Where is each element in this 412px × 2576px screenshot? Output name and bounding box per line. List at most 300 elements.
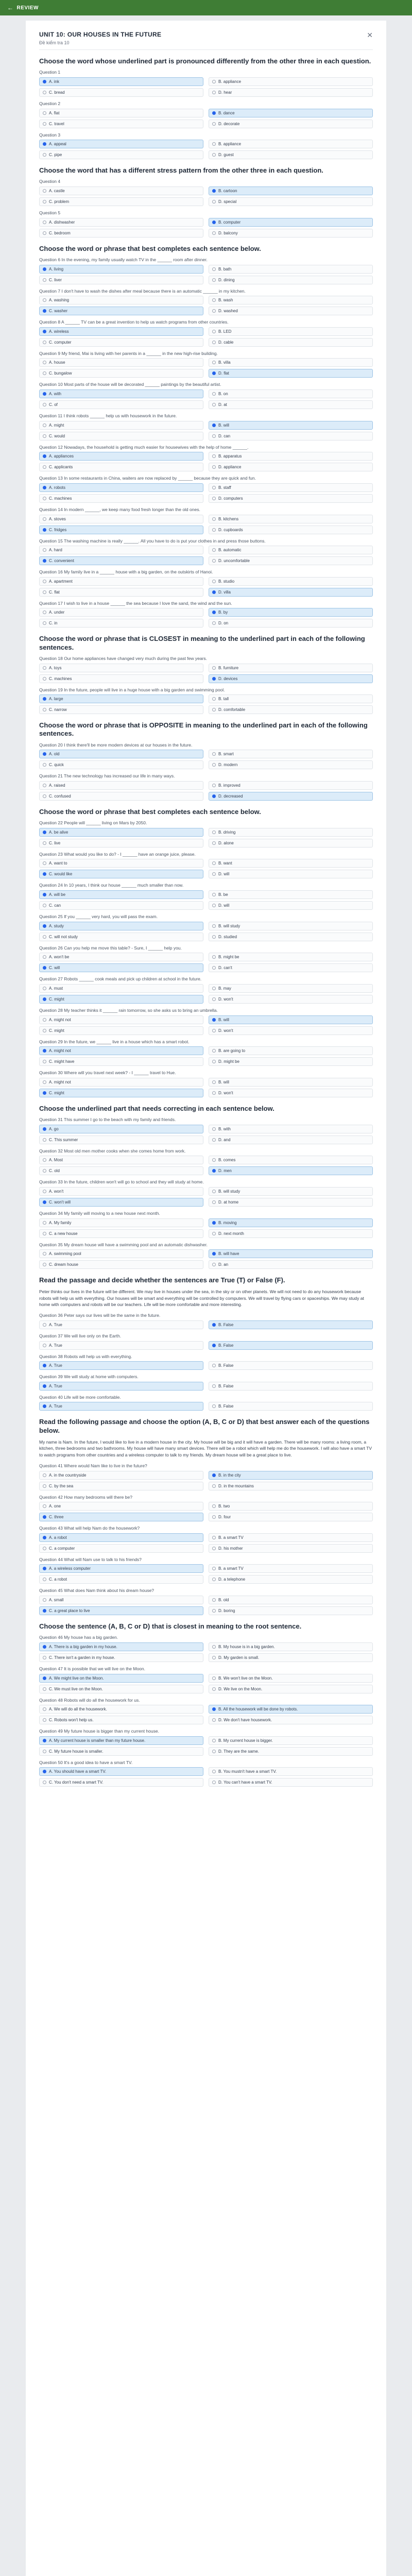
answer-option[interactable] <box>209 750 373 758</box>
options-grid <box>39 1218 373 1238</box>
answer-option[interactable] <box>39 296 203 304</box>
answer-option[interactable] <box>209 1685 373 1693</box>
answer-option[interactable] <box>209 933 373 941</box>
answer-option[interactable] <box>39 619 203 628</box>
answer-option[interactable] <box>209 1078 373 1087</box>
answer-option[interactable] <box>39 1125 203 1133</box>
answer-option[interactable] <box>209 1767 373 1776</box>
answer-option[interactable] <box>39 1198 203 1207</box>
answer-option[interactable] <box>209 1575 373 1584</box>
answer-option-label: C. You don't need a smart TV. <box>49 1780 104 1785</box>
question-block <box>39 1495 373 1522</box>
answer-option-label: A. apartment <box>49 579 73 584</box>
answer-option[interactable] <box>39 1482 203 1490</box>
question-block <box>39 742 373 770</box>
answer-option[interactable] <box>39 828 203 837</box>
answer-option[interactable] <box>39 1502 203 1511</box>
answer-option[interactable] <box>209 1361 373 1370</box>
answer-option[interactable] <box>209 526 373 534</box>
answer-option[interactable] <box>209 1249 373 1258</box>
answer-option[interactable] <box>209 781 373 790</box>
answer-option[interactable] <box>39 389 203 398</box>
answer-option[interactable] <box>209 463 373 471</box>
answer-option[interactable] <box>39 1229 203 1238</box>
radio-icon <box>212 590 216 594</box>
answer-option[interactable] <box>209 515 373 523</box>
answer-option[interactable] <box>39 546 203 554</box>
close-icon[interactable]: ✕ <box>367 31 373 39</box>
answer-option[interactable] <box>39 705 203 714</box>
answer-option[interactable] <box>39 1402 203 1411</box>
answer-option[interactable] <box>209 369 373 378</box>
answer-option[interactable] <box>39 901 203 910</box>
options-grid <box>39 1249 373 1269</box>
answer-option[interactable] <box>39 1716 203 1724</box>
answer-option[interactable] <box>209 1026 373 1035</box>
answer-option[interactable] <box>209 556 373 565</box>
answer-option[interactable] <box>39 77 203 86</box>
answer-option-label: D. next month <box>218 1231 244 1236</box>
answer-option[interactable] <box>39 556 203 565</box>
radio-icon <box>212 403 216 406</box>
answer-option-label: A. True <box>49 1363 62 1368</box>
answer-option[interactable] <box>209 1057 373 1066</box>
answer-option[interactable] <box>39 197 203 206</box>
answer-option[interactable] <box>209 1736 373 1745</box>
answer-option-label: D. guest <box>218 152 234 158</box>
answer-option[interactable] <box>209 1218 373 1227</box>
answer-option[interactable] <box>209 1166 373 1175</box>
answer-option[interactable] <box>39 953 203 961</box>
answer-option[interactable] <box>209 432 373 440</box>
answer-option[interactable] <box>209 1716 373 1724</box>
answer-option[interactable] <box>39 792 203 801</box>
answer-option[interactable] <box>209 828 373 837</box>
answer-option-label: A. We might live on the Moon. <box>49 1675 104 1681</box>
options-grid <box>39 77 373 97</box>
answer-option[interactable] <box>39 608 203 617</box>
options-grid <box>39 358 373 378</box>
question-text: Question 1 <box>39 70 61 75</box>
answer-option-label: D. his mother <box>218 1546 243 1551</box>
answer-option[interactable] <box>39 265 203 274</box>
options-grid <box>39 922 373 941</box>
answer-option[interactable] <box>39 1653 203 1662</box>
answer-option[interactable] <box>209 1482 373 1490</box>
question-block <box>39 1179 373 1207</box>
answer-option[interactable] <box>209 327 373 336</box>
question-text: Question 35 My dream house will have a swimming pool and an automatic dishwasher. <box>39 1242 208 1247</box>
section-title: Choose the word or phrase that best completes each sentence below. <box>39 244 261 252</box>
answer-option[interactable] <box>209 1229 373 1238</box>
radio-icon <box>212 904 216 907</box>
options-grid <box>39 187 373 206</box>
answer-option[interactable] <box>39 229 203 238</box>
answer-option[interactable] <box>209 1564 373 1573</box>
answer-option[interactable] <box>39 781 203 790</box>
answer-option[interactable] <box>209 1606 373 1615</box>
answer-option[interactable] <box>209 984 373 993</box>
answer-option[interactable] <box>209 588 373 597</box>
answer-option-label: A. There is a big garden in my house. <box>49 1644 117 1649</box>
radio-icon <box>212 1656 216 1659</box>
answer-option[interactable] <box>209 1674 373 1683</box>
answer-option[interactable] <box>209 1513 373 1521</box>
answer-option[interactable] <box>209 276 373 284</box>
question-text: Question 50 It's a good idea to have a smart TV. <box>39 1759 133 1765</box>
answer-option[interactable] <box>39 1026 203 1035</box>
answer-option[interactable] <box>39 1471 203 1480</box>
answer-option[interactable] <box>209 760 373 769</box>
radio-icon <box>212 708 216 711</box>
radio-icon <box>212 486 216 489</box>
answer-option[interactable] <box>209 88 373 97</box>
answer-option-label: B. tall <box>218 697 229 702</box>
answer-option[interactable] <box>209 664 373 672</box>
radio-icon <box>212 423 216 427</box>
answer-option[interactable] <box>39 358 203 367</box>
answer-option[interactable] <box>39 1705 203 1714</box>
answer-option[interactable] <box>209 839 373 848</box>
answer-option[interactable] <box>39 452 203 461</box>
answer-option[interactable] <box>39 750 203 758</box>
answer-option[interactable] <box>39 922 203 930</box>
radio-icon <box>43 1687 46 1691</box>
answer-option-label: D. men <box>218 1168 232 1174</box>
radio-icon <box>212 153 216 157</box>
answer-option[interactable] <box>39 1078 203 1087</box>
answer-option[interactable] <box>209 901 373 910</box>
answer-option[interactable] <box>39 515 203 523</box>
answer-option[interactable] <box>39 432 203 440</box>
answer-option[interactable] <box>209 694 373 703</box>
answer-option[interactable] <box>209 546 373 554</box>
answer-option[interactable] <box>39 890 203 899</box>
radio-icon <box>43 1029 46 1032</box>
answer-option[interactable] <box>39 760 203 769</box>
answer-option[interactable] <box>209 1015 373 1024</box>
radio-icon <box>212 548 216 552</box>
answer-option-label: A. You should have a smart TV. <box>49 1769 107 1774</box>
question-block <box>39 1148 373 1176</box>
answer-option-label: B. in the city <box>218 1472 241 1478</box>
question-text: Question 8 A ______ TV can be a great invention to help us watch programs from other countries. <box>39 319 229 325</box>
answer-option[interactable] <box>39 1057 203 1066</box>
answer-option[interactable] <box>209 1471 373 1480</box>
radio-icon <box>43 935 46 939</box>
answer-option[interactable] <box>209 859 373 868</box>
radio-icon <box>43 111 46 115</box>
answer-option[interactable] <box>39 1544 203 1553</box>
radio-icon <box>43 221 46 224</box>
radio-icon <box>43 142 46 146</box>
answer-option[interactable] <box>209 922 373 930</box>
answer-option[interactable] <box>39 1564 203 1573</box>
radio-icon <box>43 1578 46 1581</box>
answer-option[interactable] <box>209 1705 373 1714</box>
answer-option[interactable] <box>209 421 373 430</box>
answer-option[interactable] <box>209 338 373 347</box>
answer-option[interactable] <box>39 1685 203 1693</box>
answer-option[interactable] <box>209 358 373 367</box>
answer-option[interactable] <box>209 140 373 148</box>
answer-option-label: B. a smart TV <box>218 1535 244 1540</box>
radio-icon <box>43 1547 46 1550</box>
answer-option[interactable] <box>209 1382 373 1391</box>
answer-option[interactable] <box>209 577 373 586</box>
answer-option[interactable] <box>39 839 203 848</box>
radio-icon <box>212 1232 216 1235</box>
answer-option[interactable] <box>209 400 373 409</box>
answer-option[interactable] <box>209 296 373 304</box>
answer-option-label: C. a new house <box>49 1231 78 1236</box>
question-text: Question 40 Life will be more comfortable. <box>39 1394 121 1400</box>
answer-option-label: D. villa <box>218 589 231 595</box>
answer-option-label: B. on <box>218 392 228 396</box>
answer-option-label: B. You mustn't have a smart TV. <box>218 1769 277 1774</box>
question-text: Question 3 <box>39 132 61 138</box>
answer-option[interactable] <box>39 995 203 1004</box>
answer-option[interactable] <box>39 120 203 128</box>
answer-option[interactable] <box>209 1089 373 1097</box>
answer-option[interactable] <box>39 88 203 97</box>
radio-icon <box>43 997 46 1001</box>
answer-option[interactable] <box>39 963 203 972</box>
answer-option[interactable] <box>209 1046 373 1055</box>
answer-option[interactable] <box>209 1653 373 1662</box>
answer-option[interactable] <box>39 577 203 586</box>
answer-option[interactable] <box>209 265 373 274</box>
answer-option[interactable] <box>209 452 373 461</box>
section-title: Choose the word or phrase that is CLOSEST in meaning to the underlined part in each of the following sentences. <box>39 635 365 651</box>
answer-option-label: A. toys <box>49 665 62 670</box>
answer-option[interactable] <box>209 608 373 617</box>
answer-option[interactable] <box>209 619 373 628</box>
answer-option-label: B. improved <box>218 783 241 788</box>
answer-option[interactable] <box>39 463 203 471</box>
answer-option-label: B. False <box>218 1363 234 1368</box>
question-block <box>39 1313 373 1329</box>
answer-option[interactable] <box>39 1747 203 1756</box>
radio-icon <box>43 559 46 563</box>
radio-icon <box>43 763 46 767</box>
answer-option[interactable] <box>39 140 203 148</box>
answer-option[interactable] <box>39 1046 203 1055</box>
answer-option[interactable] <box>39 1361 203 1370</box>
answer-option[interactable] <box>39 526 203 534</box>
back-label[interactable]: REVIEW <box>16 5 39 11</box>
answer-option[interactable] <box>209 483 373 492</box>
answer-option[interactable] <box>39 1575 203 1584</box>
answer-option[interactable] <box>39 276 203 284</box>
answer-option-label: B. will <box>218 1017 229 1022</box>
answer-option[interactable] <box>209 218 373 227</box>
answer-option[interactable] <box>39 1341 203 1350</box>
radio-icon <box>43 1263 46 1266</box>
radio-icon <box>43 465 46 469</box>
answer-option[interactable] <box>209 995 373 1004</box>
answer-option[interactable] <box>39 1674 203 1683</box>
answer-option[interactable] <box>209 494 373 503</box>
answer-option[interactable] <box>39 1513 203 1521</box>
answer-option-label: C. flat <box>49 589 60 595</box>
answer-option-label: C. My future house is smaller. <box>49 1749 104 1754</box>
answer-option[interactable] <box>39 1249 203 1258</box>
radio-icon <box>43 278 46 282</box>
answer-option[interactable] <box>209 674 373 683</box>
answer-option[interactable] <box>209 120 373 128</box>
answer-option[interactable] <box>39 664 203 672</box>
question-text: Question 11 I think robots ______ help us with housework in the future. <box>39 413 177 418</box>
answer-option[interactable] <box>39 1320 203 1329</box>
answer-option[interactable] <box>209 1198 373 1207</box>
answer-option[interactable] <box>39 1533 203 1542</box>
answer-option[interactable] <box>209 1502 373 1511</box>
answer-option[interactable] <box>209 1341 373 1350</box>
answer-option[interactable] <box>39 694 203 703</box>
answer-option-label: C. fridges <box>49 527 67 532</box>
options-grid <box>39 828 373 848</box>
question-text: Question 13 In some restaurants in China, waiters are now replaced by ______ because they are quick and fun. <box>39 476 256 481</box>
answer-option-label: C. bread <box>49 90 65 95</box>
answer-option-label: C. confused <box>49 793 71 799</box>
answer-option[interactable] <box>39 150 203 159</box>
answer-option[interactable] <box>39 187 203 195</box>
answer-option[interactable] <box>39 1596 203 1604</box>
answer-option[interactable] <box>39 1136 203 1144</box>
answer-option[interactable] <box>209 1187 373 1196</box>
page-title: UNIT 10: OUR HOUSES IN THE FUTURE <box>39 31 162 38</box>
answer-option[interactable] <box>39 984 203 993</box>
answer-option[interactable] <box>209 1533 373 1542</box>
answer-option[interactable] <box>39 1767 203 1776</box>
answer-option-label: B. want <box>218 861 232 866</box>
question-text: Question 5 <box>39 210 61 215</box>
answer-option[interactable] <box>209 890 373 899</box>
answer-option[interactable] <box>209 307 373 315</box>
answer-option[interactable] <box>39 1606 203 1615</box>
answer-option[interactable] <box>39 1778 203 1787</box>
radio-icon <box>212 1578 216 1581</box>
answer-option[interactable] <box>39 1218 203 1227</box>
radio-icon <box>43 966 46 970</box>
question-text: Question 21 The new technology has increased our life in many ways. <box>39 773 175 779</box>
answer-option[interactable] <box>39 307 203 315</box>
answer-option-label: B. My house is in a big garden. <box>218 1644 275 1649</box>
radio-icon <box>212 861 216 865</box>
answer-option-label: D. We don't have housework. <box>218 1718 272 1723</box>
answer-option[interactable] <box>39 494 203 503</box>
answer-option-label: B. dance <box>218 110 235 115</box>
answer-option-label: D. alone <box>218 840 234 845</box>
answer-option[interactable] <box>209 1402 373 1411</box>
radio-icon <box>212 1567 216 1570</box>
answer-option[interactable] <box>209 792 373 801</box>
answer-option[interactable] <box>209 389 373 398</box>
answer-option[interactable] <box>209 109 373 117</box>
answer-option[interactable] <box>39 933 203 941</box>
answer-option[interactable] <box>39 1015 203 1024</box>
answer-option[interactable] <box>209 197 373 206</box>
answer-option[interactable] <box>39 218 203 227</box>
answer-option-label: C. pipe <box>49 152 62 158</box>
answer-option[interactable] <box>209 1320 373 1329</box>
quiz-content <box>39 57 373 1787</box>
answer-option[interactable] <box>209 1778 373 1787</box>
answer-option-label: D. computers <box>218 496 243 501</box>
answer-option[interactable] <box>39 674 203 683</box>
answer-option[interactable] <box>39 1382 203 1391</box>
answer-option[interactable] <box>39 327 203 336</box>
answer-option-label: B. villa <box>218 360 231 365</box>
answer-option[interactable] <box>39 1187 203 1196</box>
radio-icon <box>43 666 46 670</box>
back-arrow-icon[interactable]: ← <box>7 4 14 11</box>
answer-option[interactable] <box>209 229 373 238</box>
answer-option[interactable] <box>209 1260 373 1269</box>
answer-option[interactable] <box>209 1544 373 1553</box>
answer-option[interactable] <box>39 1089 203 1097</box>
answer-option[interactable] <box>39 421 203 430</box>
radio-icon <box>212 1323 216 1327</box>
answer-option[interactable] <box>39 1156 203 1164</box>
answer-option[interactable] <box>209 953 373 961</box>
radio-icon <box>212 1718 216 1722</box>
radio-icon <box>212 1598 216 1602</box>
options-grid <box>39 327 373 347</box>
answer-option-label: B. with <box>218 1126 231 1131</box>
answer-option[interactable] <box>39 1260 203 1269</box>
answer-option[interactable] <box>209 963 373 972</box>
answer-option[interactable] <box>39 1736 203 1745</box>
answer-option[interactable] <box>209 1125 373 1133</box>
options-grid <box>39 1502 373 1521</box>
radio-icon <box>43 784 46 787</box>
answer-option[interactable] <box>209 1747 373 1756</box>
answer-option[interactable] <box>39 1166 203 1175</box>
answer-option[interactable] <box>209 1156 373 1164</box>
question-block <box>39 1008 373 1035</box>
answer-option[interactable] <box>209 705 373 714</box>
answer-option[interactable] <box>39 400 203 409</box>
answer-option-label: A. flat <box>49 110 60 115</box>
radio-icon <box>212 1200 216 1204</box>
answer-option[interactable] <box>209 77 373 86</box>
answer-option[interactable] <box>209 870 373 878</box>
answer-option[interactable] <box>39 870 203 878</box>
answer-option-label: A. True <box>49 1383 62 1388</box>
question-text: Question 19 In the future, people will live in a huge house with a big garden and swimming pool. <box>39 687 225 692</box>
radio-icon <box>43 621 46 625</box>
answer-option[interactable] <box>209 1596 373 1604</box>
radio-icon <box>43 861 46 865</box>
answer-option[interactable] <box>209 187 373 195</box>
answer-option[interactable] <box>39 859 203 868</box>
answer-option[interactable] <box>39 369 203 378</box>
answer-option[interactable] <box>209 150 373 159</box>
question-text: Question 41 Where would Nam like to live in the future? <box>39 1463 147 1468</box>
answer-option[interactable] <box>39 483 203 492</box>
answer-option[interactable] <box>39 588 203 597</box>
answer-option[interactable] <box>39 1642 203 1651</box>
answer-option[interactable] <box>209 1642 373 1651</box>
answer-option-label: C. a computer <box>49 1546 75 1551</box>
radio-icon <box>43 987 46 990</box>
answer-option[interactable] <box>209 1136 373 1144</box>
answer-option[interactable] <box>39 338 203 347</box>
answer-option[interactable] <box>39 109 203 117</box>
radio-icon <box>212 841 216 845</box>
